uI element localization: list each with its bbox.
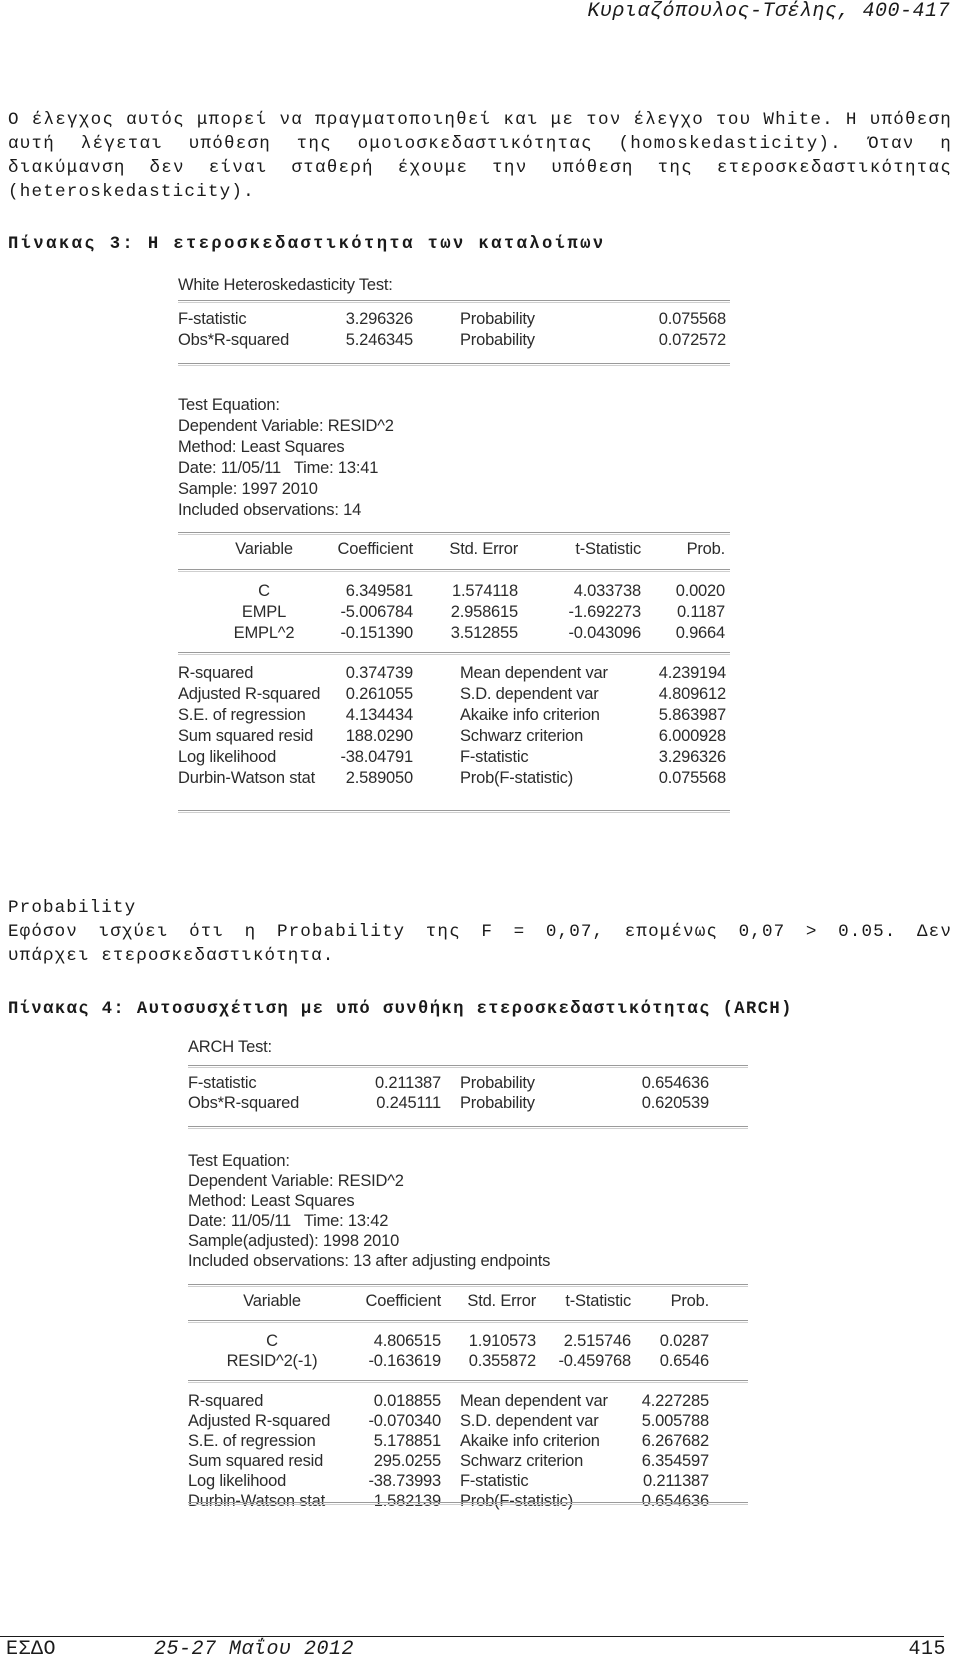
coef-std-error: 3.512855 <box>450 624 518 642</box>
test-title: ARCH Test: <box>188 1038 272 1056</box>
rule <box>178 532 730 535</box>
rule <box>178 363 730 366</box>
summary-prob-value: 0.072572 <box>658 331 726 349</box>
stat-value: 0.211387 <box>643 1472 709 1490</box>
coef-std-error: 2.958615 <box>450 603 518 621</box>
table-4-caption: Πίνακας 4: Αυτοσυσχέτιση με υπό συνθήκη ετεροσκεδαστικότητας (ARCH) <box>8 1000 793 1019</box>
equation-meta-line: Test Equation: <box>188 1152 290 1170</box>
stat-value: 0.374739 <box>345 664 413 682</box>
running-head: Κυριαζόπουλος-Τσέλης, 400-417 <box>587 0 950 23</box>
coef-t-statistic: 2.515746 <box>563 1332 631 1350</box>
stat-label: S.E. of regression <box>178 706 306 724</box>
stat-label: F-statistic <box>460 748 529 766</box>
stat-label: F-statistic <box>460 1472 529 1490</box>
stat-label: Mean dependent var <box>460 664 608 682</box>
coef-prob: 0.0020 <box>675 582 725 600</box>
summary-prob-label: Probability <box>460 310 535 328</box>
column-header-prob: Prob. <box>670 1292 709 1310</box>
equation-meta-line: Date: 11/05/11 Time: 13:42 <box>188 1212 389 1230</box>
rule <box>188 1126 748 1129</box>
footer-rule <box>0 1636 944 1637</box>
coef-prob: 0.6546 <box>659 1352 709 1370</box>
coef-variable: C <box>258 582 270 600</box>
white-test-output <box>178 270 730 825</box>
equation-meta-line: Included observations: 13 after adjusting endpoints <box>188 1252 551 1270</box>
stat-value: 0.261055 <box>345 685 413 703</box>
coef-variable: EMPL^2 <box>233 624 295 642</box>
column-header-coefficient: Coefficient <box>365 1292 441 1310</box>
stat-label: Mean dependent var <box>460 1392 608 1410</box>
coef-t-statistic: -0.459768 <box>558 1352 631 1370</box>
stat-value: 0.018855 <box>373 1392 441 1410</box>
coef-value: -0.151390 <box>340 624 413 642</box>
conclusion-line-1: Probability <box>8 898 137 918</box>
stat-label: Akaike info criterion <box>460 1432 600 1450</box>
stat-value: 5.863987 <box>658 706 726 724</box>
coef-variable: RESID^2(-1) <box>226 1352 318 1370</box>
conclusion-paragraph <box>8 896 952 968</box>
coef-value: 6.349581 <box>345 582 413 600</box>
equation-meta-line: Test Equation: <box>178 396 280 414</box>
equation-meta-line: Date: 11/05/11 Time: 13:41 <box>178 459 379 477</box>
stat-value: 4.227285 <box>641 1392 709 1410</box>
summary-label: F-statistic <box>188 1074 257 1092</box>
summary-prob-value: 0.654636 <box>641 1074 709 1092</box>
stat-label: Log likelihood <box>188 1472 287 1490</box>
summary-label: F-statistic <box>178 310 247 328</box>
table-3-caption: Πίνακας 3: Η ετεροσκεδαστικότητα των καταλοίπων <box>8 235 606 254</box>
stat-label: S.D. dependent var <box>460 1412 599 1430</box>
page-number: 415 <box>908 1638 946 1661</box>
column-header-coefficient: Coefficient <box>337 540 413 558</box>
rule <box>188 1065 748 1068</box>
coef-variable: C <box>266 1332 278 1350</box>
column-header-prob: Prob. <box>686 540 725 558</box>
stat-label: Sum squared resid <box>188 1452 324 1470</box>
equation-meta-line: Sample: 1997 2010 <box>178 480 318 498</box>
stat-value: 1.582139 <box>373 1492 441 1510</box>
stat-value: 2.589050 <box>345 769 413 787</box>
column-header-variable: Variable <box>235 540 293 558</box>
stat-value: -38.04791 <box>340 748 413 766</box>
coef-std-error: 0.355872 <box>468 1352 536 1370</box>
stat-value: 4.134434 <box>345 706 413 724</box>
stat-value: 6.000928 <box>658 727 726 745</box>
stat-label: Akaike info criterion <box>460 706 600 724</box>
rule <box>178 810 730 813</box>
stat-label: S.D. dependent var <box>460 685 599 703</box>
summary-label: Obs*R-squared <box>178 331 290 349</box>
stat-label: Schwarz criterion <box>460 1452 584 1470</box>
conclusion-line-2: Εφόσον ισχύει ότι η Probability της F = 0,07, επομένως 0,07 > 0.05. Δεν <box>8 922 952 942</box>
summary-value: 5.246345 <box>345 331 413 349</box>
stat-label: R-squared <box>188 1392 264 1410</box>
stat-label: Schwarz criterion <box>460 727 584 745</box>
stat-label: S.E. of regression <box>188 1432 316 1450</box>
stat-value: -38.73993 <box>368 1472 441 1490</box>
conclusion-line-3: υπάρχει ετεροσκεδαστικότητα. <box>8 946 335 966</box>
equation-meta-line: Method: Least Squares <box>178 438 345 456</box>
stat-value: 295.0255 <box>373 1452 441 1470</box>
summary-label: Obs*R-squared <box>188 1094 300 1112</box>
coef-prob: 0.9664 <box>675 624 725 642</box>
stat-value: 188.0290 <box>345 727 413 745</box>
summary-value: 3.296326 <box>345 310 413 328</box>
equation-meta-line: Included observations: 14 <box>178 501 362 519</box>
column-header-std-error: Std. Error <box>467 1292 536 1310</box>
rule <box>188 1320 748 1323</box>
equation-meta-line: Sample(adjusted): 1998 2010 <box>188 1232 400 1250</box>
stat-value: 3.296326 <box>658 748 726 766</box>
coef-std-error: 1.574118 <box>452 582 518 600</box>
rule <box>178 652 730 655</box>
coef-t-statistic: 4.033738 <box>573 582 641 600</box>
stat-value: 4.239194 <box>658 664 726 682</box>
stat-value: 6.354597 <box>641 1452 709 1470</box>
coef-prob: 0.1187 <box>676 603 725 621</box>
arch-test-output <box>188 1040 748 1580</box>
summary-prob-label: Probability <box>460 1074 535 1092</box>
rule <box>178 569 730 572</box>
stat-label: Adjusted R-squared <box>188 1412 331 1430</box>
summary-value: 0.211387 <box>375 1074 441 1092</box>
equation-meta-line: Dependent Variable: RESID^2 <box>188 1172 404 1190</box>
coef-t-statistic: -0.043096 <box>568 624 641 642</box>
test-title: White Heteroskedasticity Test: <box>178 276 393 294</box>
rule <box>178 300 730 303</box>
footer-dates: 25-27 Μαΐου 2012 <box>154 1638 355 1661</box>
coef-variable: EMPL <box>241 603 287 621</box>
summary-prob-label: Probability <box>460 1094 535 1112</box>
stat-label: Sum squared resid <box>178 727 314 745</box>
stat-label: Prob(F-statistic) <box>460 1492 574 1510</box>
stat-value: 4.809612 <box>658 685 726 703</box>
stat-value: 6.267682 <box>641 1432 709 1450</box>
stat-label: Adjusted R-squared <box>178 685 321 703</box>
equation-meta-line: Dependent Variable: RESID^2 <box>178 417 394 435</box>
footer-conference: ΕΣΔΟ <box>6 1638 57 1661</box>
stat-label: Prob(F-statistic) <box>460 769 574 787</box>
stat-value: 5.005788 <box>641 1412 709 1430</box>
column-header-t-statistic: t-Statistic <box>575 540 641 558</box>
coef-value: -5.006784 <box>340 603 413 621</box>
coef-value: 4.806515 <box>373 1332 441 1350</box>
column-header-std-error: Std. Error <box>449 540 518 558</box>
rule <box>188 1502 748 1505</box>
stat-label: Durbin-Watson stat <box>188 1492 326 1510</box>
summary-prob-value: 0.620539 <box>641 1094 709 1112</box>
coef-t-statistic: -1.692273 <box>568 603 641 621</box>
coef-prob: 0.0287 <box>659 1332 709 1350</box>
stat-value: 0.654636 <box>641 1492 709 1510</box>
summary-prob-value: 0.075568 <box>658 310 726 328</box>
column-header-variable: Variable <box>243 1292 301 1310</box>
summary-prob-label: Probability <box>460 331 535 349</box>
intro-paragraph: Ο έλεγχος αυτός μπορεί να πραγματοποιηθεί και με τον έλεγχο του White. Η υπόθεση αυτή λέγεται υπόθεση της ομοιοσκεδαστικότητας (homoskedasticity). Όταν η διακύμανση δεν είναι σταθερή έχουμε την υπόθεση της ετεροσκεδαστικότητας (heteroskedasticity). <box>8 110 952 202</box>
stat-label: Durbin-Watson stat <box>178 769 316 787</box>
stat-value: 5.178851 <box>373 1432 441 1450</box>
summary-value: 0.245111 <box>376 1094 441 1112</box>
rule <box>188 1380 748 1383</box>
coef-value: -0.163619 <box>368 1352 441 1370</box>
coef-std-error: 1.910573 <box>468 1332 536 1350</box>
column-header-t-statistic: t-Statistic <box>565 1292 631 1310</box>
stat-value: 0.075568 <box>658 769 726 787</box>
stat-label: R-squared <box>178 664 254 682</box>
equation-meta-line: Method: Least Squares <box>188 1192 355 1210</box>
stat-label: Log likelihood <box>178 748 277 766</box>
stat-value: -0.070340 <box>368 1412 441 1430</box>
rule <box>188 1284 748 1287</box>
